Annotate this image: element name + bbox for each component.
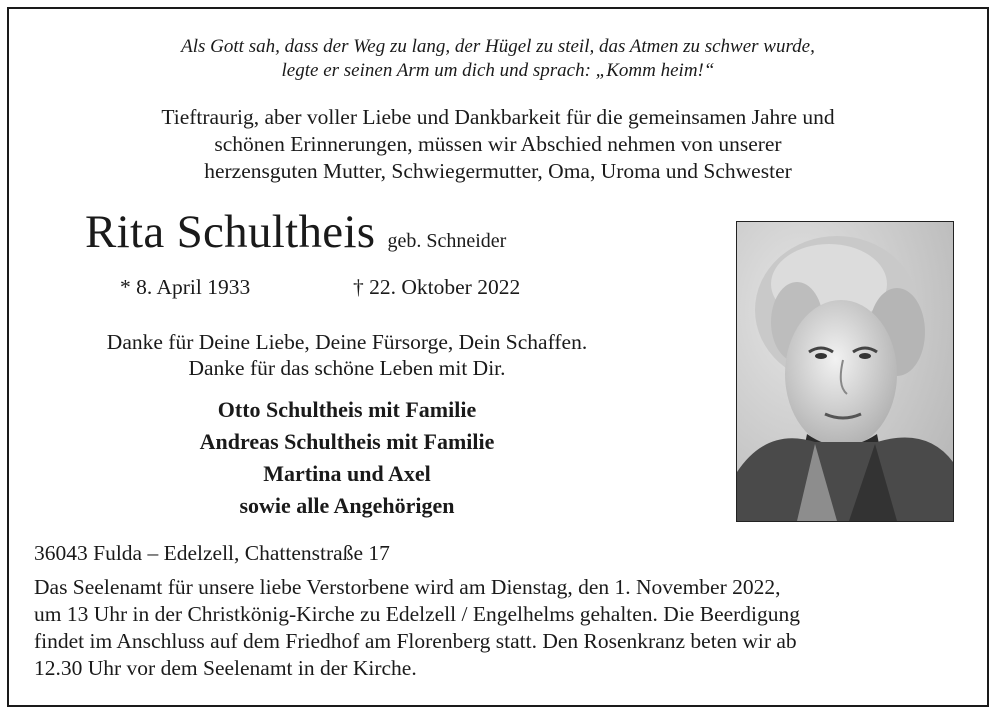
address: 36043 Fulda – Edelzell, Chattenstraße 17 (34, 541, 390, 565)
service-line-2: um 13 Uhr in der Christkönig-Kirche zu Edelzell / Engelhelms gehalten. Die Beerdigung (34, 602, 801, 626)
mourner-line: Martina und Axel (263, 461, 431, 486)
thanks-line-2: Danke für das schöne Leben mit Dir. (188, 356, 506, 380)
portrait-illustration (737, 222, 953, 521)
obituary-notice (7, 7, 989, 707)
intro-line-3: herzensguten Mutter, Schwiegermutter, Oma, Uroma und Schwester (204, 159, 792, 183)
birth-date: * 8. April 1933 (120, 275, 251, 299)
service-line-4: 12.30 Uhr vor dem Seelenamt in der Kirche. (34, 656, 417, 680)
verse-line-2: legte er seinen Arm um dich und sprach: „Komm heim!“ (281, 60, 715, 81)
death-date: † 22. Oktober 2022 (353, 275, 521, 299)
mourner-line: Otto Schultheis mit Familie (217, 397, 477, 422)
intro-line-1: Tieftraurig, aber voller Liebe und Dankbarkeit für die gemeinsamen Jahre und (161, 105, 835, 129)
thanks-line-1: Danke für Deine Liebe, Deine Fürsorge, Dein Schaffen. (106, 330, 588, 354)
deceased-name: Rita Schultheis (85, 206, 376, 258)
portrait-photo (736, 221, 954, 522)
mourner-line: sowie alle Angehörigen (239, 493, 455, 518)
intro-line-2: schönen Erinnerungen, müssen wir Abschied nehmen von unserer (214, 132, 782, 156)
deceased-name-line (85, 203, 506, 270)
mourner-line: Andreas Schultheis mit Familie (199, 429, 495, 454)
verse-line-1: Als Gott sah, dass der Weg zu lang, der Hügel zu steil, das Atmen zu schwer wurde, (181, 36, 815, 57)
service-line-3: findet im Anschluss auf dem Friedhof am Florenberg statt. Den Rosenkranz beten wir ab (34, 629, 797, 653)
birth-name: geb. Schneider (387, 230, 507, 252)
service-line-1: Das Seelenamt für unsere liebe Verstorbene wird am Dienstag, den 1. November 2022, (34, 575, 781, 599)
